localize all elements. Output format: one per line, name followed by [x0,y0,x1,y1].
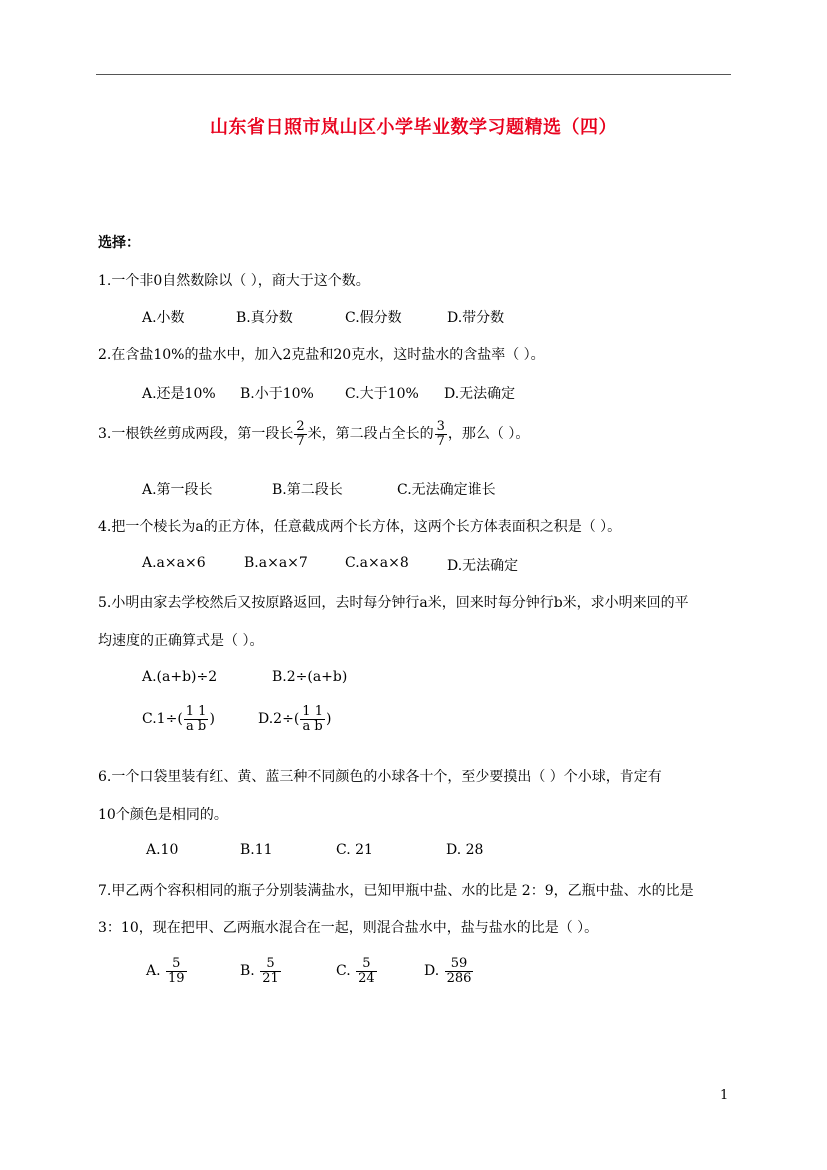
question-5-line-2: 均速度的正确算式是（ ）。 [98,633,264,649]
q7-option-c [336,957,378,985]
q7-option-b [240,957,282,985]
q7-fraction-b [260,957,281,985]
option-label: B. [240,963,255,980]
q7-fraction-d [445,957,474,985]
section-heading: 选择： [98,235,140,251]
fraction-denominators: a b [300,719,325,734]
paren-right: ) [209,711,215,728]
paren-left: ( [177,711,183,728]
q2-option-d: D.无法确定 [444,386,516,402]
q3-text-b: 米，第二段占全长的 [307,426,434,443]
q7-fraction-c [356,957,377,985]
q7-option-a [146,957,188,985]
q3-fraction-2 [435,420,447,448]
question-3 [98,420,529,448]
q4-option-a: A.a×a×6 [142,555,206,571]
q2-option-c: C.大于10% [345,386,419,402]
fraction-denominator: 21 [262,970,279,986]
page-title: 山东省日照市岚山区小学毕业数学习题精选（四） [210,117,617,138]
option-label: A. [146,963,161,980]
q4-option-d: D.无法确定 [447,558,519,574]
fraction-numerator: 5 [172,956,181,971]
paren-left: ( [293,711,300,728]
question-2: 2.在含盐10%的盐水中，加入2克盐和20克水，这时盐水的含盐率（ ）。 [98,347,545,363]
page-number: 1 [720,1088,729,1103]
q3-option-a: A.第一段长 [142,482,213,498]
header-rule [96,74,731,75]
fraction-denominator: 7 [436,433,445,449]
q3-option-c: C.无法确定谁长 [397,482,496,498]
question-7-line-2: 3：10，现在把甲、乙两瓶水混合在一起，则混合盐水中，盐与盐水的比是（ ）。 [98,920,599,936]
q3-text-a: 3.一根铁丝剪成两段，第一段长 [98,426,294,443]
question-6-line-1: 6.一个口袋里装有红、黄、蓝三种不同颜色的小球各十个，至少要摸出（ ）个小球，肯定有 [98,769,662,785]
fraction-numerator: 5 [266,956,275,971]
q1-option-d: D.带分数 [447,310,505,326]
fraction-denominator: 7 [296,433,305,449]
q7-option-d [424,957,474,985]
q5-fraction-sum [184,705,209,733]
q6-option-b: B.11 [240,842,273,858]
q2-option-a: A.还是10% [142,386,216,402]
question-6-line-2: 10个颜色是相同的。 [98,807,228,823]
fraction-numerator: 5 [362,956,371,971]
fraction-numerators: 1 1 [302,704,323,719]
question-1: 1.一个非0自然数除以（ ），商大于这个数。 [98,273,370,289]
fraction-denominator: 24 [358,970,375,986]
fraction-denominator: 19 [168,970,185,986]
q2-option-b: B.小于10% [240,386,314,402]
q3-option-b: B.第二段长 [272,482,343,498]
question-4: 4.把一个棱长为a的正方体，任意截成两个长方体，这两个长方体表面积之积是（ ）。 [98,519,622,535]
fraction-numerator: 3 [436,419,445,434]
q6-option-c: C. 21 [336,842,373,858]
q3-fraction-1 [294,420,306,448]
option-label: D. [424,963,440,980]
q1-option-c: C.假分数 [345,310,402,326]
q1-option-b: B.真分数 [236,310,293,326]
paren-right: ) [325,711,332,728]
option-label: C.1÷ [142,711,178,728]
q5-option-a: A.(a+b)÷2 [142,669,218,685]
fraction-numerators: 1 1 [185,704,207,719]
q6-option-a: A.10 [146,842,179,858]
q5-fraction-sum [300,705,325,733]
fraction-numerator: 2 [296,419,305,434]
q5-option-b: B.2÷(a+b) [272,669,348,685]
q4-option-b: B.a×a×7 [244,555,308,571]
q3-text-c: ，那么（ ）。 [447,426,530,443]
option-label: C. [336,963,351,980]
q6-option-d: D. 28 [446,842,484,858]
q5-option-c [142,705,215,733]
question-5-line-1: 5.小明由家去学校然后又按原路返回，去时每分钟行a米，回来时每分钟行b米，求小明来回的平 [98,595,689,611]
q7-fraction-a [166,957,187,985]
fraction-denominators: a b [184,719,209,734]
fraction-numerator: 59 [450,956,468,971]
fraction-denominator: 286 [446,970,472,986]
question-7-line-1: 7.甲乙两个容积相同的瓶子分别装满盐水，已知甲瓶中盐、水的比是 2：9，乙瓶中盐、水的比是 [98,883,694,899]
q5-option-d [258,705,331,733]
option-label: D.2÷ [258,711,294,728]
q4-option-c: C.a×a×8 [345,555,409,571]
q1-option-a: A.小数 [142,310,185,326]
